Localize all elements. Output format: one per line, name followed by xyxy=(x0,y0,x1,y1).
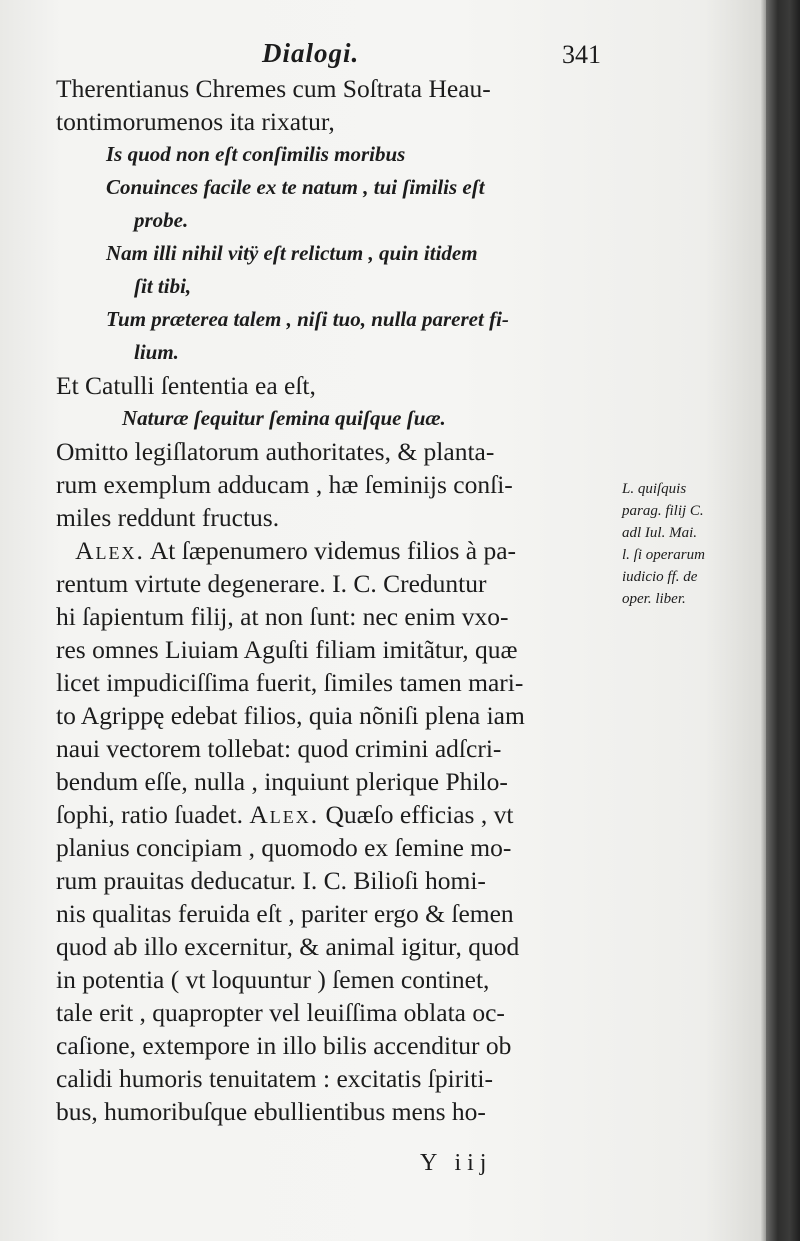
verse-line: Tum præterea talem , niſi tuo, nulla pareret fi- xyxy=(106,307,509,331)
verse-line: Conuinces facile ex te natum , tui ſimilis eſt xyxy=(106,175,485,199)
text-line: nis qualitas feruida eſt , pariter ergo & ſemen xyxy=(56,899,514,928)
marginal-citation xyxy=(622,478,762,610)
text-line: tontimorumenos ita rixatur, xyxy=(56,107,335,136)
text-line: bus, humoribuſque ebullientibus mens ho- xyxy=(56,1097,486,1126)
verse-line: Is quod non eſt conſimilis moribus xyxy=(106,142,406,166)
text-line: rum prauitas deducatur. I. C. Bilioſi homi- xyxy=(56,866,486,895)
text-line: rum exemplum adducam , hæ ſeminijs conſi- xyxy=(56,470,513,499)
text-line: rentum virtute degenerare. I. C. Creduntur xyxy=(56,569,487,598)
text-line: licet impudiciſſima fuerit, ſimiles tamen mari- xyxy=(56,668,524,697)
margin-line: parag. filij C. xyxy=(622,503,704,519)
verse-line: Naturæ ſequitur ſemina quiſque ſuæ. xyxy=(122,406,446,430)
text-line: Omitto legiſlatorum authoritates, & planta- xyxy=(56,437,495,466)
margin-line: l. ſi operarum xyxy=(622,547,705,563)
margin-line: L. quiſquis xyxy=(622,481,687,497)
text-line: tale erit , quapropter vel leuiſſima oblata oc- xyxy=(56,998,505,1027)
margin-line: iudicio ff. de xyxy=(622,569,698,585)
text-line: to Agrippę edebat filios, quia nõniſi plena iam xyxy=(56,701,525,730)
text-line: quod ab illo excernitur, & animal igitur, quod xyxy=(56,932,520,961)
margin-line: adl Iul. Mai. xyxy=(622,525,697,541)
text-line: planius concipiam , quomodo ex ſemine mo- xyxy=(56,833,512,862)
verse-line: ſit tibi, xyxy=(134,274,192,298)
verse-line: Nam illi nihil vitÿ eſt relictum , quin itidem xyxy=(106,241,478,265)
text-line: Et Catulli ſententia ea eſt, xyxy=(56,371,316,400)
text-line: in potentia ( vt loquuntur ) ſemen continet, xyxy=(56,965,490,994)
running-title: Dialogi. xyxy=(262,38,360,68)
text-line: Therentianus Chremes cum Soſtrata Heau- xyxy=(56,74,491,103)
book-spine xyxy=(766,0,800,1241)
text-line: calidi humoris tenuitatem : excitatis ſpiriti- xyxy=(56,1064,493,1093)
margin-line: oper. liber. xyxy=(622,591,686,607)
text-line: Alex. At ſæpenumero videmus filios à pa- xyxy=(75,536,517,565)
body-text xyxy=(56,72,616,1128)
text-line: miles reddunt fructus. xyxy=(56,503,280,532)
page-number: 341 xyxy=(562,40,601,69)
signature-mark: Y iij xyxy=(420,1150,493,1176)
text-line: ſophi, ratio ſuadet. Alex. Quæſo efficias , vt xyxy=(56,800,514,829)
text-line: bendum eſſe, nulla , inquiunt plerique Philo- xyxy=(56,767,508,796)
text-line: hi ſapientum filij, at non ſunt: nec enim vxo- xyxy=(56,602,509,631)
verse-line: lium. xyxy=(134,340,179,364)
verse-line: probe. xyxy=(134,208,189,232)
text-line: caſione, extempore in illo bilis accenditur ob xyxy=(56,1031,512,1060)
text-line: naui vectorem tollebat: quod crimini adſcri- xyxy=(56,734,502,763)
text-line: res omnes Liuiam Aguſti filiam imitãtur, quæ xyxy=(56,635,518,664)
